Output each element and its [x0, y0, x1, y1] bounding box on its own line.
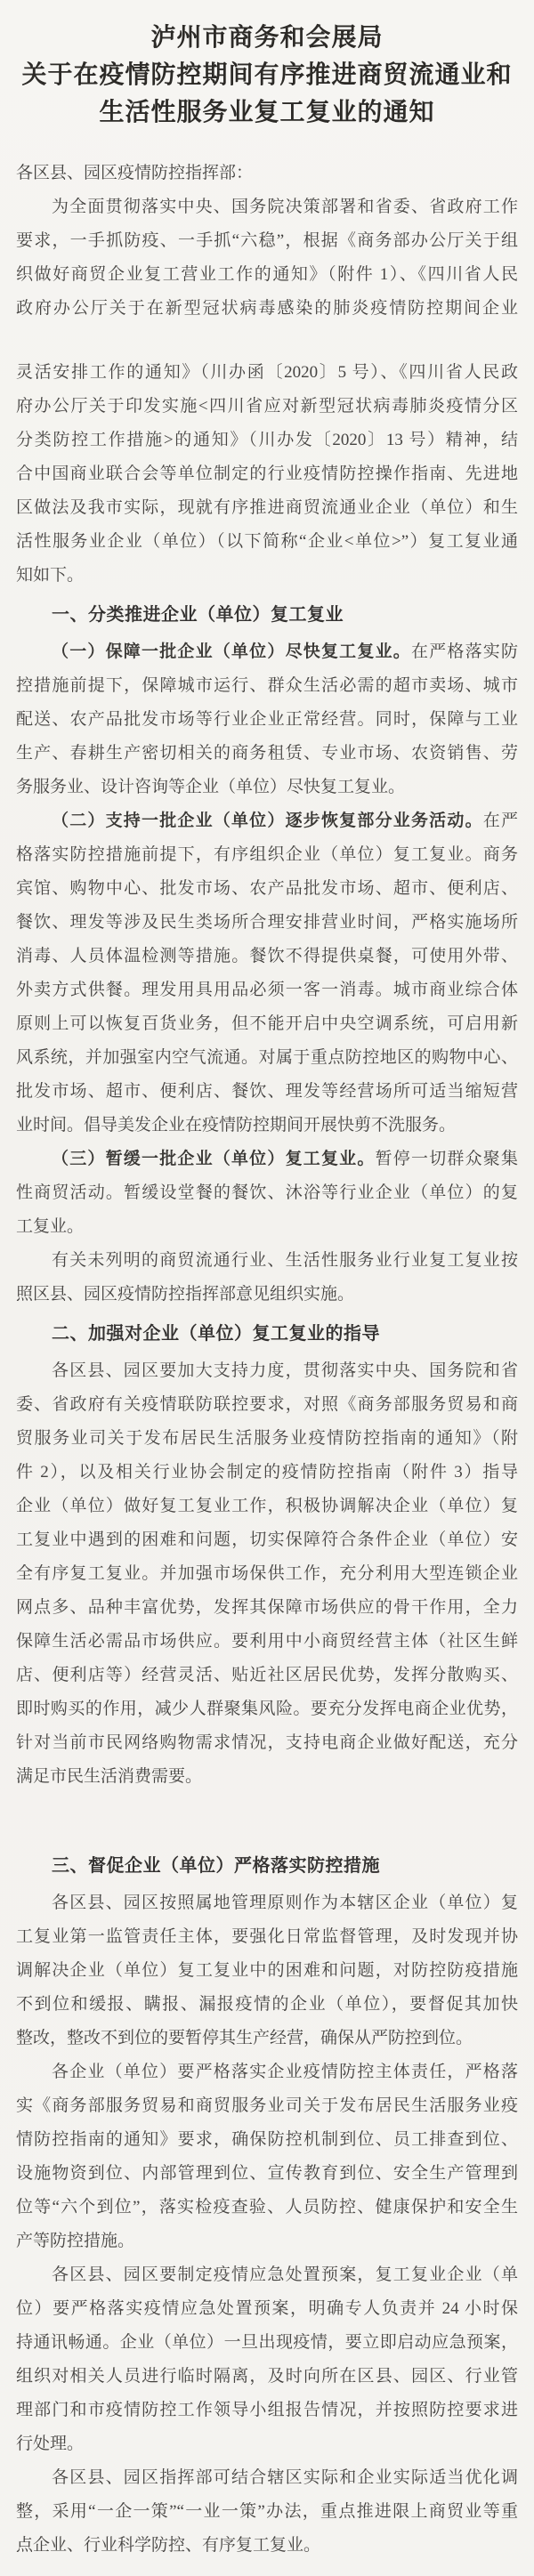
- text-line: 风系统，并加强室内空气流通。对属于重点防控地区的购物中心、: [16, 1048, 518, 1067]
- text-line: 不到位和缓报、瞒报、漏报疫情的企业（单位），要督促其加快: [16, 1995, 518, 2014]
- text-line: 情防控指南的通知》要求，确保防控机制到位、员工排查到位、: [16, 2130, 518, 2149]
- text-line: 店、便利店等）经营灵活、贴近社区居民优势，发挥分散购买、: [16, 1666, 518, 1684]
- text-line: 实《商务部服务贸易和商贸服务业司关于发布居民生活服务业疫: [16, 2096, 518, 2115]
- text-line: 业时间。倡导美发企业在疫情防控期间开展快剪不洗服务。: [16, 1116, 457, 1135]
- text-line: 餐饮、理发等涉及民生类场所合理安排营业时间，严格实施场所: [16, 913, 518, 932]
- section-heading: 二、加强对企业（单位）复工复业的指导: [52, 1324, 380, 1344]
- text-line: 分类防控工作措施>的通知》（川办发〔2020〕13 号）精神，结: [16, 431, 518, 449]
- text-line: 性商贸活动。暂缓设堂餐的餐饮、沐浴等行业企业（单位）的复: [16, 1183, 518, 1202]
- document-title: [16, 20, 518, 132]
- page-break-gap: [16, 1794, 518, 1844]
- text-line: 贸服务业司关于发布居民生活服务业疫情防控指南的通知》（附: [16, 1429, 518, 1448]
- text-line: 生产、春耕生产密切相关的商务租赁、专业市场、农资销售、劳: [16, 744, 518, 763]
- text-line: 原则上可以恢复百货业务，但不能开启中央空调系统，可启用新: [16, 1014, 518, 1033]
- text-line: 各区县、园区指挥部可结合辖区实际和企业实际适当优化调: [52, 2468, 518, 2487]
- text-line: 持通讯畅通。企业（单位）一旦出现疫情，要立即启动应急预案，: [16, 2333, 518, 2352]
- title-line-1: 泸州市商务和会展局: [150, 24, 384, 52]
- text-line: 各区县、园区要加大支持力度，贯彻落实中央、国务院和省: [52, 1361, 518, 1380]
- text-line: 活性服务业企业（单位）（以下简称“企业<单位>”）复工复业通: [16, 532, 518, 551]
- text-line: 产等防控措施。: [16, 2232, 135, 2250]
- bold-lead: （二）支持一批企业（单位）逐步恢复部分业务活动。: [52, 812, 483, 830]
- bold-lead: （三）暂缓一批企业（单位）复工复业。: [52, 1150, 376, 1168]
- title-line-3: 生活性服务业复工复业的通知: [99, 99, 435, 126]
- text-line: 格落实防控措施前提下，有序组织企业（单位）复工复业。商务: [16, 845, 518, 864]
- text-line: 委、省政府有关疫情联防联控要求，对照《商务部服务贸易和商: [16, 1395, 518, 1414]
- text-line: 外卖方式供餐。理发用具用品必须一客一消毒。城市商业综合体: [16, 981, 518, 999]
- text-line: 务服务业、设计咨询等企业（单位）尽快复工复业。: [16, 778, 406, 796]
- text-line: 全有序复工复业。并加强市场保供工作，充分利用大型连锁企业: [16, 1564, 518, 1583]
- page-break-gap: [16, 326, 518, 356]
- text-line: 满足市民生活消费需要。: [16, 1767, 203, 1786]
- section-heading: 三、督促企业（单位）严格落实防控措施: [52, 1856, 380, 1876]
- text-line: 要求，一手抓防疫、一手抓“六稳”，根据《商务部办公厅关于组: [16, 231, 518, 250]
- text-line: 设施物资到位、内部管理到位、宣传教育到位、安全生产管理到: [16, 2164, 518, 2183]
- text-line: 网点多、品种丰富优势，发挥其保障市场供应的骨干作用，全力: [16, 1598, 518, 1617]
- text-line: 企业（单位）做好复工复业工作，积极协调解决企业（单位）复: [16, 1497, 518, 1515]
- bold-lead: （一）保障一批企业（单位）尽快复工复业。: [52, 642, 411, 661]
- text-line: 合中国商业联合会等单位制定的行业疫情防控操作指南、先进地: [16, 464, 518, 483]
- text-line: 消毒、人员体温检测等措施。餐饮不得提供桌餐，可使用外带、: [16, 947, 518, 965]
- text-line: 保障生活必需品市场供应。要利用中小商贸经营主体（社区生鲜: [16, 1632, 518, 1651]
- text-line: 整改，整改不到位的要暂停其生产经营，确保从严防控到位。: [16, 2029, 473, 2047]
- text-line: 点企业、行业科学防控、有序复工复业。: [16, 2536, 321, 2555]
- text-line: 为全面贯彻落实中央、国务院决策部署和省委、省政府工作: [52, 198, 518, 216]
- text-line: 针对当前市民网络购物需求情况，支持电商企业做好配送，充分: [16, 1733, 518, 1752]
- text-line: 织做好商贸企业复工营业工作的通知》（附件 1）、《四川省人民: [16, 265, 518, 284]
- text-line: 位）要严格落实疫情应急处置预案，明确专人负责并 24 小时保: [16, 2299, 518, 2318]
- text-line: （一）保障一批企业（单位）尽快复工复业。在严格落实防: [52, 642, 518, 661]
- text-line: 工复业第一监管责任主体，要强化日常监督管理，及时发现并协: [16, 1927, 518, 1946]
- text-line: 批发市场、超市、便利店、餐饮、理发等经营场所可适当缩短营: [16, 1082, 518, 1101]
- text-line: 宾馆、购物中心、批发市场、农产品批发市场、超市、便利店、: [16, 879, 518, 898]
- text-line: 调解决企业（单位）复工复业中的困难和问题，对防控防疫措施: [16, 1961, 518, 1980]
- text-line: 府办公厅关于印发实施<四川省应对新型冠状病毒肺炎疫情分区: [16, 397, 518, 416]
- text-line: 工复业。: [16, 1217, 85, 1236]
- text-line: 有关未列明的商贸流通行业、生活性服务业行业复工复业按: [52, 1251, 518, 1270]
- text-line: 位等“六个到位”，落实检疫查验、人员防控、健康保护和安全生: [16, 2198, 518, 2217]
- text-line: （二）支持一批企业（单位）逐步恢复部分业务活动。在严: [52, 812, 518, 830]
- title-line-2: 关于在疫情防控期间有序推进商贸流通业和: [21, 61, 513, 89]
- text-line: 工复业中遇到的困难和问题，切实保障符合条件企业（单位）安: [16, 1530, 518, 1549]
- text-line: 即时购买的作用，减少人群聚集风险。要充分发挥电商企业优势，: [16, 1700, 518, 1718]
- text-line: 区做法及我市实际，现就有序推进商贸流通业企业（单位）和生: [16, 498, 518, 517]
- text-line: 知如下。: [16, 566, 85, 585]
- text-line: 整，采用“一企一策”“一业一策”办法，重点推进限上商贸业等重: [16, 2502, 518, 2521]
- salutation: 各区县、园区疫情防控指挥部：: [16, 164, 254, 182]
- document-body: [16, 190, 518, 2563]
- text-line: 各区县、园区要制定疫情应急处置预案，复工复业企业（单: [52, 2265, 518, 2284]
- text-line: 件 2），以及相关行业协会制定的疫情防控指南（附件 3）指导: [16, 1463, 518, 1482]
- text-line: 各企业（单位）要严格落实企业疫情防控主体责任，严格落: [52, 2063, 518, 2081]
- text-line: 灵活安排工作的通知》（川办函〔2020〕5 号）、《四川省人民政: [16, 363, 518, 382]
- text-line: （三）暂缓一批企业（单位）复工复业。暂停一切群众聚集: [52, 1150, 518, 1168]
- text-line: 配送、农产品批发市场等行业企业正常经营。同时，保障与工业: [16, 710, 518, 729]
- text-line: 政府办公厅关于在新型冠状病毒感染的肺炎疫情防控期间企业: [16, 299, 518, 318]
- text-line: 行处理。: [16, 2435, 85, 2453]
- section-heading: 一、分类推进企业（单位）复工复业: [52, 605, 344, 625]
- text-line: 理部门和市疫情防控工作领导小组报告情况，并按照防控要求进: [16, 2401, 518, 2419]
- text-line: 组织对相关人员进行临时隔离，及时向所在区县、园区、行业管: [16, 2367, 518, 2386]
- text-line: 照区县、园区疫情防控指挥部意见组织实施。: [16, 1285, 355, 1304]
- text-line: 控措施前提下，保障城市运行、群众生活必需的超市卖场、城市: [16, 676, 518, 695]
- text-line: 各区县、园区按照属地管理原则作为本辖区企业（单位）复: [52, 1894, 518, 1912]
